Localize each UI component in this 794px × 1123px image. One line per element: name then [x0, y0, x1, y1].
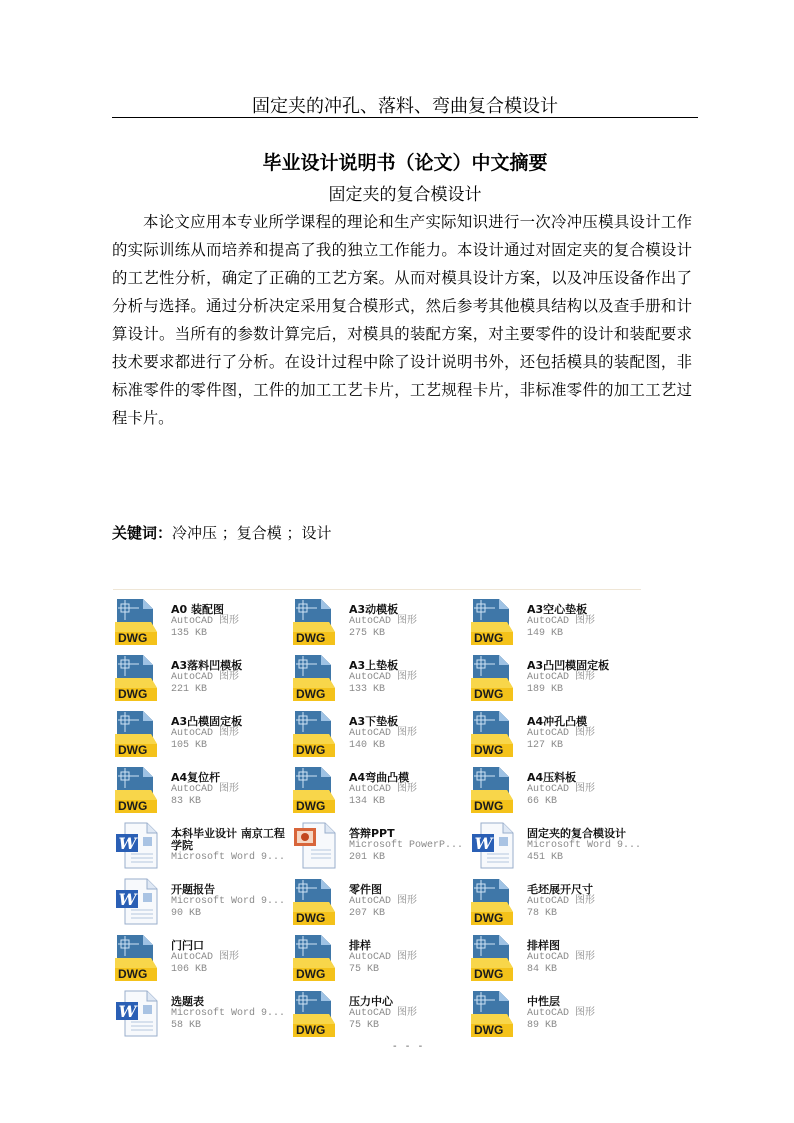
file-meta — [171, 660, 289, 696]
dwg-file-icon — [291, 596, 341, 646]
svg-text:DWG: DWG — [296, 911, 326, 925]
file-size: 90 KB — [171, 908, 202, 919]
word-document-icon — [113, 988, 163, 1038]
svg-text:W: W — [474, 834, 493, 853]
file-meta — [349, 940, 467, 976]
file-meta — [349, 604, 467, 640]
file-size: 133 KB — [349, 684, 386, 695]
file-name: A3空心垫板 — [527, 603, 588, 616]
file-size: 89 KB — [527, 1020, 558, 1031]
dwg-file-icon — [291, 876, 341, 926]
document-subtitle: 固定夹的复合模设计 — [328, 185, 482, 205]
file-meta — [171, 828, 289, 864]
file-type: AutoCAD 图形 — [349, 896, 418, 907]
file-item[interactable] — [469, 764, 641, 820]
file-item[interactable] — [291, 932, 469, 988]
svg-text:DWG: DWG — [118, 967, 148, 981]
file-item[interactable] — [113, 932, 291, 988]
file-name: 选题表 — [171, 995, 204, 1008]
file-size: 451 KB — [527, 852, 564, 863]
file-meta — [527, 828, 645, 864]
file-name: A3凸模固定板 — [171, 715, 243, 728]
svg-text:W: W — [118, 1002, 137, 1021]
file-name: 答辩PPT — [349, 827, 395, 840]
file-type: AutoCAD 图形 — [527, 672, 596, 683]
file-type: Microsoft Word 9... — [171, 896, 286, 907]
file-name: 中性层 — [527, 995, 560, 1008]
file-name: 零件图 — [349, 883, 382, 896]
word-document-icon — [469, 820, 519, 870]
file-size: 75 KB — [349, 964, 380, 975]
dwg-file-icon — [113, 652, 163, 702]
dwg-file-icon — [291, 764, 341, 814]
dwg-file-icon — [469, 932, 519, 982]
header-rule — [112, 117, 698, 118]
file-size: 75 KB — [349, 1020, 380, 1031]
dwg-file-icon — [469, 652, 519, 702]
file-size: 201 KB — [349, 852, 386, 863]
file-name: A4弯曲凸模 — [349, 771, 410, 784]
file-type: AutoCAD 图形 — [349, 672, 418, 683]
file-type: AutoCAD 图形 — [171, 728, 240, 739]
dwg-file-icon — [113, 708, 163, 758]
file-size: 127 KB — [527, 740, 564, 751]
file-listing-screenshot — [113, 589, 641, 1042]
file-type: AutoCAD 图形 — [527, 616, 596, 627]
file-name: A3落料凹模板 — [171, 659, 243, 672]
file-meta — [349, 716, 467, 752]
file-type: AutoCAD 图形 — [171, 616, 240, 627]
file-item[interactable] — [469, 596, 641, 652]
file-meta — [527, 884, 645, 920]
file-item[interactable] — [113, 652, 291, 708]
file-item[interactable] — [291, 764, 469, 820]
dwg-file-icon — [291, 652, 341, 702]
page-number: - - - — [393, 1041, 426, 1052]
file-name: 毛坯展开尺寸 — [527, 883, 593, 896]
file-type: AutoCAD 图形 — [171, 784, 240, 795]
file-item[interactable] — [469, 876, 641, 932]
file-item[interactable] — [469, 708, 641, 764]
file-name: 固定夹的复合模设计 — [527, 827, 626, 840]
keywords-label: 关键词： — [112, 524, 173, 542]
file-meta — [527, 660, 645, 696]
file-type: AutoCAD 图形 — [527, 784, 596, 795]
file-meta — [171, 604, 289, 640]
file-size: 58 KB — [171, 1020, 202, 1031]
dwg-file-icon — [469, 596, 519, 646]
file-type: AutoCAD 图形 — [349, 728, 418, 739]
svg-text:DWG: DWG — [474, 743, 504, 757]
file-type: Microsoft Word 9... — [171, 852, 286, 863]
file-meta — [349, 828, 467, 864]
file-name: A4复位杆 — [171, 771, 221, 784]
file-size: 221 KB — [171, 684, 208, 695]
file-type: Microsoft Word 9... — [527, 840, 642, 851]
file-type: AutoCAD 图形 — [349, 1008, 418, 1019]
file-item[interactable] — [291, 708, 469, 764]
file-item[interactable] — [469, 652, 641, 708]
file-meta — [349, 996, 467, 1032]
word-document-icon — [113, 820, 163, 870]
file-meta — [527, 716, 645, 752]
document-title: 毕业设计说明书（论文）中文摘要 — [262, 152, 548, 174]
file-type: AutoCAD 图形 — [349, 784, 418, 795]
file-type: AutoCAD 图形 — [171, 672, 240, 683]
dwg-file-icon — [291, 708, 341, 758]
file-name: 排样 — [349, 939, 371, 952]
file-name: A3上垫板 — [349, 659, 399, 672]
file-meta — [527, 940, 645, 976]
file-type: Microsoft Word 9... — [171, 1008, 286, 1019]
svg-text:DWG: DWG — [296, 687, 326, 701]
file-meta — [527, 772, 645, 808]
file-meta — [171, 716, 289, 752]
file-item[interactable] — [469, 820, 641, 876]
svg-text:DWG: DWG — [118, 799, 148, 813]
svg-text:DWG: DWG — [474, 911, 504, 925]
file-meta — [349, 660, 467, 696]
file-meta — [171, 772, 289, 808]
svg-text:DWG: DWG — [296, 631, 326, 645]
svg-text:DWG: DWG — [296, 967, 326, 981]
file-name: 排样图 — [527, 939, 560, 952]
file-size: 275 KB — [349, 628, 386, 639]
dwg-file-icon — [113, 932, 163, 982]
dwg-file-icon — [113, 764, 163, 814]
file-size: 84 KB — [527, 964, 558, 975]
svg-text:W: W — [118, 890, 137, 909]
powerpoint-file-icon — [291, 820, 341, 870]
file-item[interactable] — [291, 596, 469, 652]
svg-text:DWG: DWG — [118, 631, 148, 645]
file-meta — [171, 884, 289, 920]
file-name: A3凸凹模固定板 — [527, 659, 610, 672]
file-size: 78 KB — [527, 908, 558, 919]
file-name: 本科毕业设计 南京工程学院 — [171, 827, 285, 852]
file-type: AutoCAD 图形 — [527, 728, 596, 739]
file-size: 66 KB — [527, 796, 558, 807]
svg-text:W: W — [118, 834, 137, 853]
file-meta — [527, 996, 645, 1032]
running-header: 固定夹的冲孔、落料、弯曲复合模设计 — [252, 96, 558, 117]
file-meta — [171, 940, 289, 976]
dwg-file-icon — [291, 988, 341, 1038]
file-meta — [349, 884, 467, 920]
file-item[interactable] — [469, 988, 641, 1044]
file-size: 140 KB — [349, 740, 386, 751]
svg-text:DWG: DWG — [474, 1023, 504, 1037]
file-name: 门闩口 — [171, 939, 204, 952]
svg-text:DWG: DWG — [118, 687, 148, 701]
file-meta — [349, 772, 467, 808]
file-item[interactable] — [291, 652, 469, 708]
dwg-file-icon — [469, 876, 519, 926]
svg-text:DWG: DWG — [474, 687, 504, 701]
file-name: 开题报告 — [171, 883, 215, 896]
file-item[interactable] — [113, 820, 291, 876]
file-item[interactable] — [113, 988, 291, 1044]
file-name: A3下垫板 — [349, 715, 399, 728]
svg-text:DWG: DWG — [474, 631, 504, 645]
file-size: 189 KB — [527, 684, 564, 695]
file-size: 134 KB — [349, 796, 386, 807]
file-item[interactable] — [291, 988, 469, 1044]
file-type: Microsoft PowerP... — [349, 840, 464, 851]
file-type: AutoCAD 图形 — [527, 1008, 596, 1019]
file-name: A4冲孔凸模 — [527, 715, 588, 728]
file-item[interactable] — [113, 876, 291, 932]
file-item[interactable] — [291, 876, 469, 932]
file-item[interactable] — [113, 708, 291, 764]
svg-text:DWG: DWG — [474, 967, 504, 981]
file-type: AutoCAD 图形 — [527, 952, 596, 963]
file-size: 135 KB — [171, 628, 208, 639]
file-name: A4压料板 — [527, 771, 577, 784]
file-meta — [527, 604, 645, 640]
file-name: 压力中心 — [349, 995, 393, 1008]
svg-text:DWG: DWG — [296, 799, 326, 813]
word-document-icon — [113, 876, 163, 926]
dwg-file-icon — [113, 596, 163, 646]
dwg-file-icon — [469, 764, 519, 814]
file-name: A0 装配图 — [171, 603, 224, 616]
dwg-file-icon — [469, 708, 519, 758]
file-item[interactable] — [291, 820, 469, 876]
file-type: AutoCAD 图形 — [171, 952, 240, 963]
file-type: AutoCAD 图形 — [349, 952, 418, 963]
file-size: 83 KB — [171, 796, 202, 807]
dwg-file-icon — [291, 932, 341, 982]
keywords-value: 冷冲压 ；复合模 ；设计 — [172, 524, 332, 542]
file-grid — [113, 590, 641, 1044]
file-type: AutoCAD 图形 — [527, 896, 596, 907]
file-item[interactable] — [113, 596, 291, 652]
file-size: 105 KB — [171, 740, 208, 751]
svg-text:DWG: DWG — [296, 743, 326, 757]
svg-text:DWG: DWG — [474, 799, 504, 813]
file-size: 149 KB — [527, 628, 564, 639]
file-item[interactable] — [113, 764, 291, 820]
file-item[interactable] — [469, 932, 641, 988]
keywords-line — [112, 522, 332, 543]
file-name: A3动模板 — [349, 603, 399, 616]
svg-text:DWG: DWG — [118, 743, 148, 757]
abstract-paragraph: 本论文应用本专业所学课程的理论和生产实际知识进行一次冷冲压模具设计工作的实际训练从而培养和提高了我的独立工作能力。本设计通过对固定夹的复合模设计的工艺性分析，确定了正确的工艺方案。从而对模具设计方案，以及冲压设备作出了分析与选择。通过分析决定采用复合模形式，然后参考其他模具结构以及查手册和计算设计。当所有的参数计算完后，对模具的装配方案，对主要零件的设计和装配要求技术要求都进行了分析。在设计过程中除了设计说明书外，还包括模具的装配图，非标准零件的零件图，工件的加工工艺卡片，工艺规程卡片，非标准零件的加工工艺过程卡片。 — [112, 213, 692, 427]
file-size: 207 KB — [349, 908, 386, 919]
file-type: AutoCAD 图形 — [349, 616, 418, 627]
file-meta — [171, 996, 289, 1032]
file-size: 106 KB — [171, 964, 208, 975]
dwg-file-icon — [469, 988, 519, 1038]
svg-text:DWG: DWG — [296, 1023, 326, 1037]
